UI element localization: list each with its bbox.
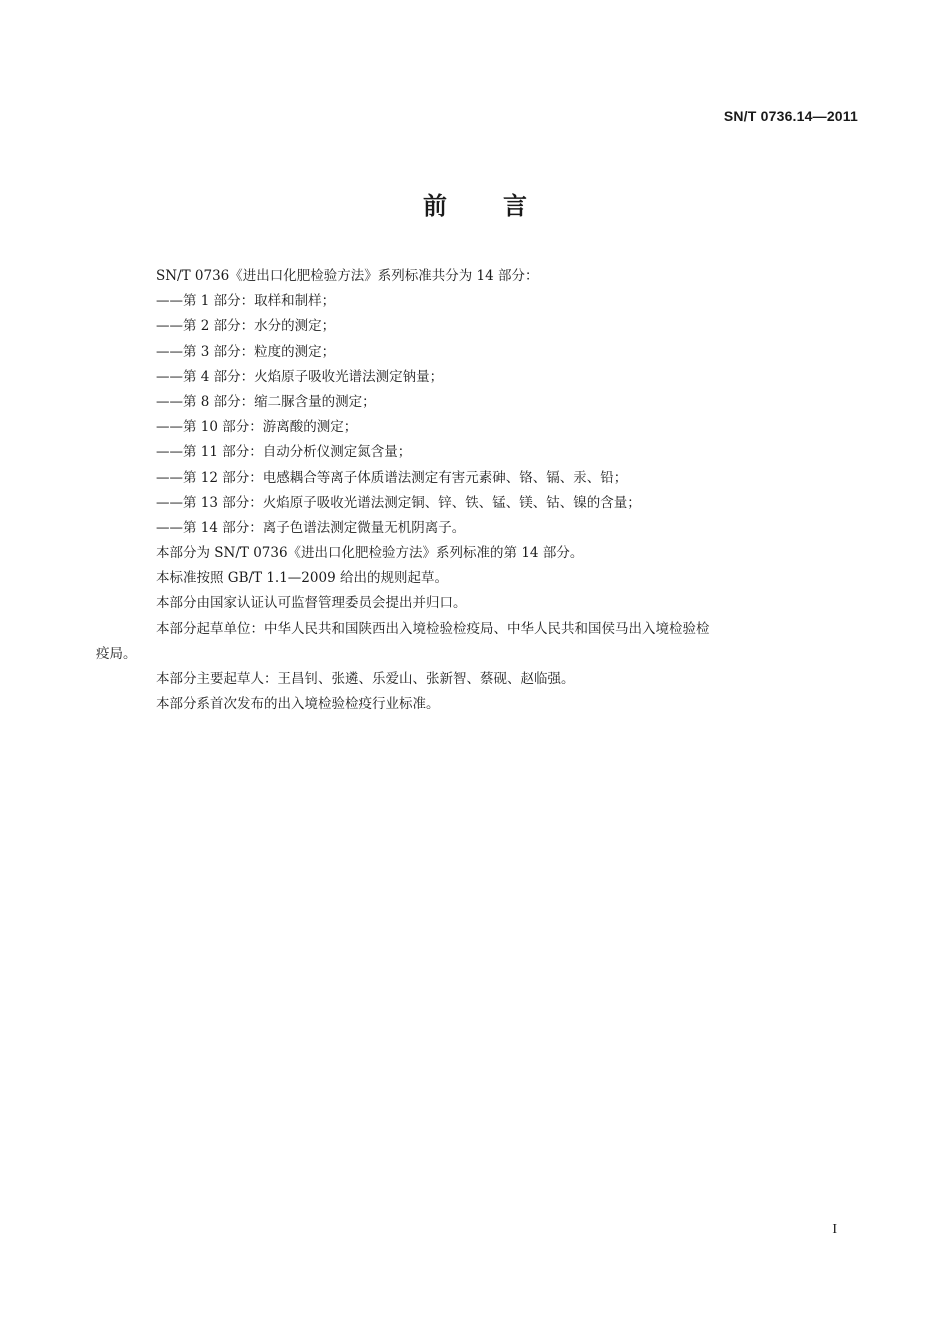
page-title: 前言 [423,192,583,220]
intro-paragraph: SN/T 0736《进出口化肥检验方法》系列标准共分为 14 部分： [156,268,539,284]
paragraph-drafting-units [96,617,860,667]
list-item: ——第 4 部分：火焰原子吸收光谱法测定钠量； [156,368,444,385]
list-item: ——第 13 部分：火焰原子吸收光谱法测定铜、锌、铁、锰、镁、钴、镍的含量； [156,494,641,511]
paragraph-proposer: 本部分由国家认证认可监督管理委员会提出并归口。 [156,595,467,612]
parts-list [126,289,860,541]
paragraph-drafters: 本部分主要起草人：王昌钊、张遴、乐爱山、张新智、蔡砚、赵临强。 [156,671,575,688]
paragraph-drafting-rules: 本标准按照 GB/T 1.1—2009 给出的规则起草。 [156,570,448,587]
foreword-body [96,264,860,717]
paragraph-first-release: 本部分系首次发布的出入境检验检疫行业标准。 [156,696,440,713]
drafting-units-line-1: 本部分起草单位：中华人民共和国陕西出入境检验检疫局、中华人民共和国侯马出入境检验检 [156,620,710,637]
list-item: ——第 2 部分：水分的测定； [156,318,336,335]
page-number: I [832,1222,837,1237]
list-item: ——第 3 部分：粒度的测定； [156,343,336,360]
list-item: ——第 8 部分：缩二脲含量的测定； [156,393,376,410]
list-item: ——第 1 部分：取样和制样； [156,293,336,310]
standard-code: SN/T 0736.14—2011 [723,108,858,124]
list-item: ——第 11 部分：自动分析仪测定氮含量； [156,444,412,461]
paragraph-part-statement: 本部分为 SN/T 0736《进出口化肥检验方法》系列标准的第 14 部分。 [156,545,584,562]
list-item: ——第 14 部分：离子色谱法测定微量无机阴离子。 [156,519,466,536]
list-item: ——第 10 部分：游离酸的测定； [156,419,358,436]
drafting-units-line-2: 疫局。 [96,645,137,662]
list-item: ——第 12 部分：电感耦合等离子体质谱法测定有害元素砷、铬、镉、汞、铅； [156,469,628,486]
